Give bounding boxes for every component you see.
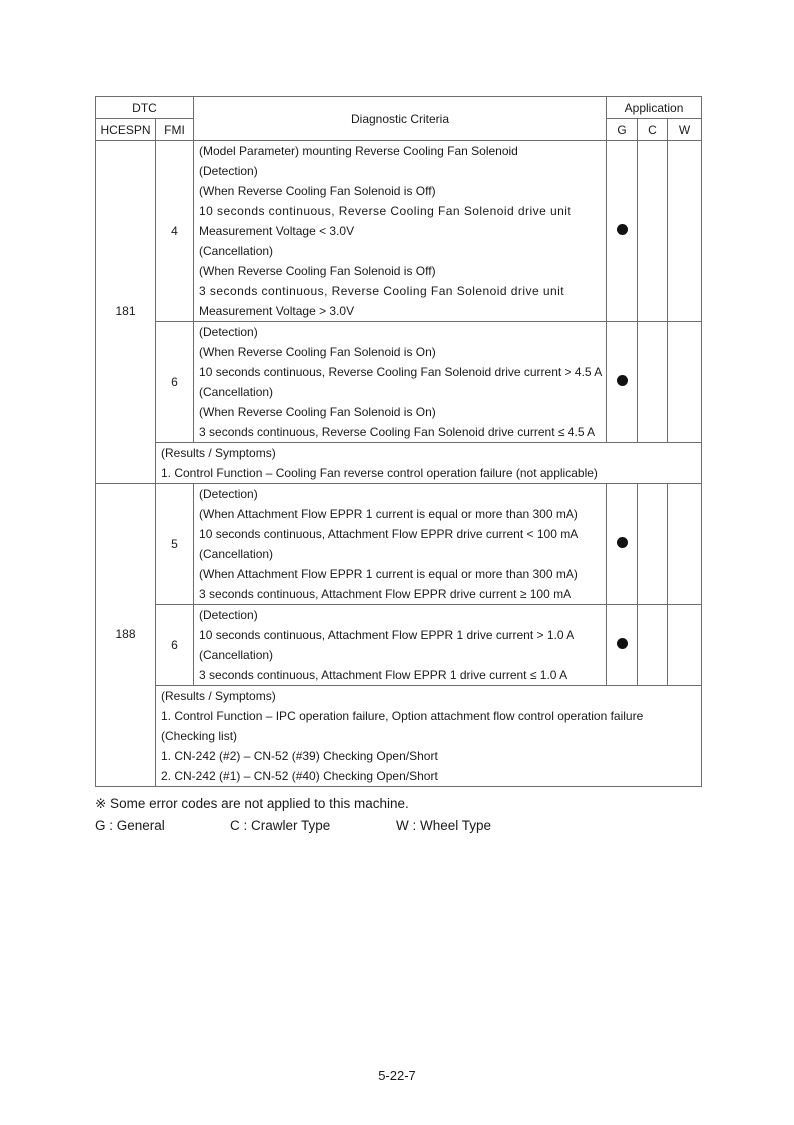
application-crawler-cell	[638, 484, 668, 605]
criteria-line: 10 seconds continuous, Reverse Cooling Fan Solenoid drive current > 4.5 A	[199, 365, 603, 379]
application-general-cell	[607, 322, 638, 443]
header-c: C	[638, 119, 668, 141]
header-application: Application	[607, 97, 702, 119]
criteria-line: 3 seconds continuous, Attachment Flow EPPR 1 drive current ≤ 1.0 A	[199, 668, 568, 682]
legend-general: G : General	[95, 818, 165, 833]
criteria-line: Measurement Voltage < 3.0V	[199, 224, 355, 238]
header-dtc: DTC	[96, 97, 194, 119]
results-line: (Checking list)	[161, 729, 238, 743]
criteria-line: (Cancellation)	[199, 385, 274, 399]
criteria-line: 10 seconds continuous, Attachment Flow EPPR drive current < 100 mA	[199, 527, 579, 541]
application-general-cell	[607, 484, 638, 605]
legend-crawler: C : Crawler Type	[230, 818, 331, 833]
legend-wheel: W : Wheel Type	[396, 818, 492, 833]
applied-dot-icon	[617, 375, 628, 386]
criteria-line: (Model Parameter) mounting Reverse Cooling Fan Solenoid	[199, 144, 518, 158]
application-wheel-cell	[668, 605, 702, 686]
application-crawler-cell	[638, 141, 668, 322]
header-g: G	[607, 119, 638, 141]
criteria-line: 10 seconds continuous, Reverse Cooling Fan Solenoid drive unit	[199, 204, 572, 218]
footnote: ※ Some error codes are not applied to this machine.	[95, 796, 409, 811]
dtc-table	[95, 96, 702, 787]
header-w: W	[668, 119, 702, 141]
criteria-line: 3 seconds continuous, Reverse Cooling Fan Solenoid drive unit	[199, 284, 565, 298]
results-line: 2. CN-242 (#1) – CN-52 (#40) Checking Open/Short	[161, 769, 438, 783]
table-row	[96, 322, 702, 443]
results-line: (Results / Symptoms)	[161, 446, 276, 460]
application-crawler-cell	[638, 605, 668, 686]
results-line: 1. Control Function – Cooling Fan reverse control operation failure (not applicable)	[161, 466, 598, 480]
application-wheel-cell	[668, 141, 702, 322]
applied-dot-icon	[617, 638, 628, 649]
criteria-line: (Cancellation)	[199, 648, 274, 662]
header-fmi: FMI	[156, 119, 194, 141]
criteria-line: Measurement Voltage > 3.0V	[199, 304, 355, 318]
criteria-line: (Detection)	[199, 487, 258, 501]
header-criteria: Diagnostic Criteria	[194, 97, 607, 141]
criteria-line: (Detection)	[199, 325, 258, 339]
results-line: 1. Control Function – IPC operation failure, Option attachment flow control operation failure	[161, 709, 644, 723]
applied-dot-icon	[617, 537, 628, 548]
application-wheel-cell	[668, 484, 702, 605]
criteria-cell	[194, 484, 607, 605]
criteria-line: 3 seconds continuous, Attachment Flow EPPR drive current ≥ 100 mA	[199, 587, 572, 601]
application-wheel-cell	[668, 322, 702, 443]
criteria-line: (When Attachment Flow EPPR 1 current is equal or more than 300 mA)	[199, 507, 578, 521]
results-cell	[156, 443, 702, 484]
header-row-top	[96, 97, 702, 119]
hcespn-cell: 181	[96, 141, 156, 484]
applied-dot-icon	[617, 224, 628, 235]
table-row	[96, 605, 702, 686]
criteria-line: (Detection)	[199, 608, 258, 622]
results-line: 1. CN-242 (#2) – CN-52 (#39) Checking Open/Short	[161, 749, 438, 763]
table-row	[96, 141, 702, 322]
criteria-line: (When Reverse Cooling Fan Solenoid is Off)	[199, 264, 436, 278]
criteria-line: (Detection)	[199, 164, 258, 178]
header-hcespn: HCESPN	[96, 119, 156, 141]
criteria-line: (Cancellation)	[199, 547, 274, 561]
criteria-line: (When Reverse Cooling Fan Solenoid is On)	[199, 345, 436, 359]
criteria-line: (Cancellation)	[199, 244, 274, 258]
results-row	[96, 686, 702, 787]
fmi-cell: 4	[156, 141, 194, 322]
fmi-cell: 6	[156, 322, 194, 443]
application-crawler-cell	[638, 322, 668, 443]
results-cell	[156, 686, 702, 787]
criteria-cell	[194, 141, 607, 322]
criteria-line: 3 seconds continuous, Reverse Cooling Fan Solenoid drive current ≤ 4.5 A	[199, 425, 596, 439]
application-general-cell	[607, 605, 638, 686]
hcespn-cell: 188	[96, 484, 156, 787]
criteria-line: (When Reverse Cooling Fan Solenoid is On)	[199, 405, 436, 419]
fmi-cell: 5	[156, 484, 194, 605]
fmi-cell: 6	[156, 605, 194, 686]
criteria-line: 10 seconds continuous, Attachment Flow EPPR 1 drive current > 1.0 A	[199, 628, 575, 642]
results-row	[96, 443, 702, 484]
criteria-cell	[194, 322, 607, 443]
page-number: 5-22-7	[378, 1068, 416, 1083]
criteria-cell	[194, 605, 607, 686]
table-row	[96, 484, 702, 605]
results-line: (Results / Symptoms)	[161, 689, 276, 703]
application-general-cell	[607, 141, 638, 322]
criteria-line: (When Attachment Flow EPPR 1 current is equal or more than 300 mA)	[199, 567, 578, 581]
criteria-line: (When Reverse Cooling Fan Solenoid is Off)	[199, 184, 436, 198]
